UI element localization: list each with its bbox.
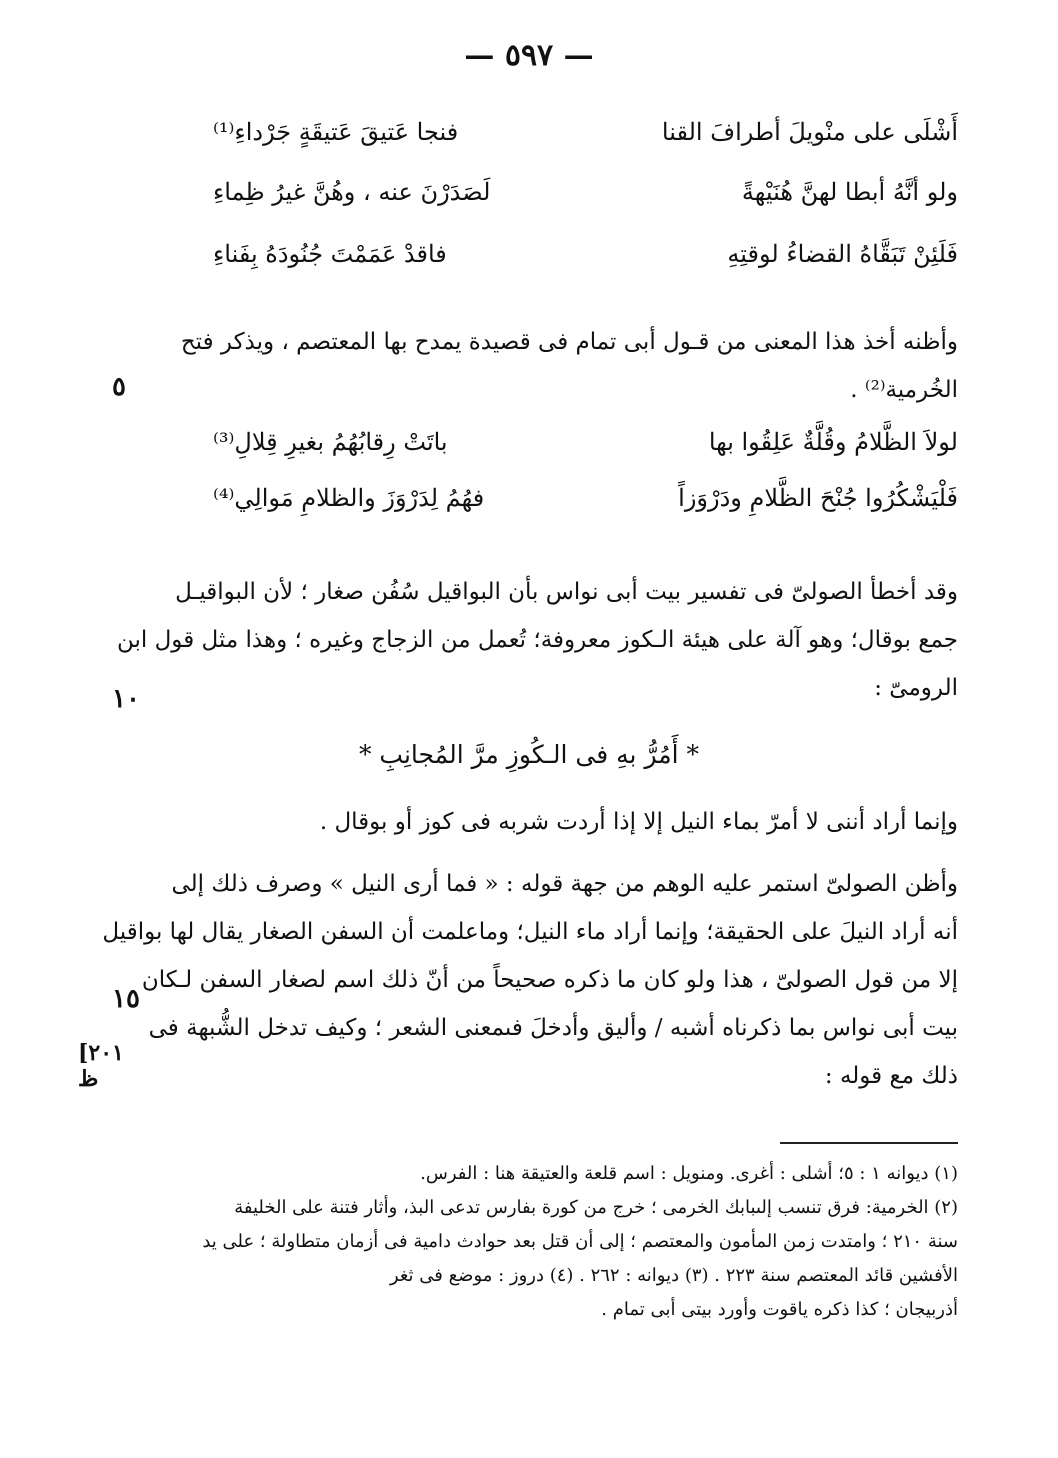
verse-first-hemistich: لولاَ الظَّلامُ وقُلَّةٌ عَلِقُوا بها: [708, 428, 958, 456]
verse-line: [213, 484, 958, 530]
verse-second-hemistich: فنجا عَتيقَ عَتيقَةٍ جَرْداءِ⁽¹⁾: [213, 118, 459, 146]
manuscript-folio-marker: [78, 1040, 124, 1092]
footnote-separator: [780, 1142, 958, 1144]
verse-second-hemistich: باتَتْ رِقابُهُمُ بغيرِ قِلالِ⁽³⁾: [213, 428, 448, 456]
text-line: وأظن الصولىّ استمر عليه الوهم من جهة قوله : « فما أرى النيل » وصرف ذلك إلى: [171, 871, 958, 897]
paragraph: [98, 860, 958, 1100]
footnotes: [98, 1158, 958, 1328]
verse-first-hemistich: أَشْلَى على منْويلَ أطرافَ القنا: [661, 118, 958, 146]
verse-first-hemistich: فَلْيَشْكُرُوا جُنْحَ الظَّلامِ ودَرْوَزاً: [678, 484, 958, 512]
text-line: بيت أبى نواس بما ذكرناه أشبه / وأليق وأدخلَ فىمعنى الشعر ؛ وكيف تدخل الشُّبهة فى: [148, 1015, 958, 1041]
text-line: وأظنه أخذ هذا المعنى من قـول أبى تمام فى قصيدة يمدح بها المعتصم ، ويذكر فتح: [180, 329, 958, 355]
footnote-line: أذربيجان ؛ كذا ذكره ياقوت وأورد بيتى أبى تمام .: [601, 1299, 958, 1320]
verse-line: [213, 118, 958, 164]
footnote-line: (١) ديوانه ١ : ٥؛ أشلى : أغرى. ومنويل : اسم قلعة والعتيقة هنا : الفرس.: [420, 1163, 958, 1184]
verse-line: [213, 428, 958, 474]
folio-side: ظ: [78, 1066, 99, 1092]
footnote-line: سنة ٢١٠ ؛ وامتدت زمن المأمون والمعتصم ؛ إلى أن قتل بعد حوادث دامية فى أزمان متطاولة ؛ على يد: [202, 1231, 958, 1252]
verse-second-hemistich: لَصَدَرْنَ عنه ، وهُنَّ غيرُ ظِماءِ: [213, 178, 491, 206]
text-line: أنه أراد النيلَ على الحقيقة؛ وإنما أراد ماء النيل؛ وماعلمت أن السفن الصغار يقال لها بواقيل: [102, 919, 958, 945]
text-line: وإنما أراد أننى لا أمرّ بماء النيل إلا إذا أردت شربه فى كوز أو بوقال .: [319, 809, 958, 835]
text-line: وقد أخطأ الصولىّ فى تفسير بيت أبى نواس بأن البواقيل سُفُن صغار ؛ لأن البواقيـل: [175, 579, 958, 605]
paragraph: [98, 318, 958, 414]
paragraph: [98, 798, 958, 846]
text-line: ذلك مع قوله :: [824, 1063, 958, 1089]
footnote-line: الأفشين قائد المعتصم سنة ٢٢٣ . (٣) ديوانه : ٢٦٢ . (٤) دروز : موضع فى ثغر: [389, 1265, 958, 1286]
page-number: — ٥٩٧ —: [464, 38, 594, 73]
line-number: ٥: [112, 372, 126, 402]
paragraph: [98, 568, 958, 712]
folio-number: [٢٠١: [78, 1040, 124, 1066]
verse-second-hemistich: فهُمُ لِدَرْوَزَ والظلامِ مَوالِي⁽⁴⁾: [213, 484, 485, 512]
quoted-verse: * أَمُرُّ بهِ فى الـكُوزِ مرَّ المُجانِبِ *: [358, 740, 700, 769]
verse-line: [213, 178, 958, 224]
line-number: ١٥: [112, 984, 140, 1014]
text-line: الخُرمية⁽²⁾ .: [850, 377, 958, 403]
verse-second-hemistich: فاقدْ عَمَمْتَ جُنُودَهُ بِفَناءِ: [213, 240, 447, 268]
footnote-line: (٢) الخرمية: فرق تنسب إلىبابك الخرمى ؛ خرج من كورة بفارس تدعى البذ، وأثار فتنة على الخليفة: [234, 1197, 958, 1218]
verse-line: [213, 240, 958, 286]
verse-first-hemistich: ولو أنَّهُ أبطا لهنَّ هُنَيْهةً: [741, 178, 958, 206]
text-line: إلا من قول الصولىّ ، هذا ولو كان ما ذكره صحيحاً من أنّ ذلك اسم لصغار السفن لـكان: [141, 967, 958, 993]
verse-first-hemistich: فَلَئِنْ تَبَقَّاهُ القضاءُ لوقتِهِ: [727, 240, 958, 268]
text-line: جمع بوقال؛ وهو آلة على هيئة الـكوز معروفة؛ تُعمل من الزجاج وغيره ؛ وهذا مثل قول ابن: [116, 627, 958, 653]
line-number: ١٠: [112, 684, 140, 714]
text-line: الرومىّ :: [874, 675, 958, 701]
